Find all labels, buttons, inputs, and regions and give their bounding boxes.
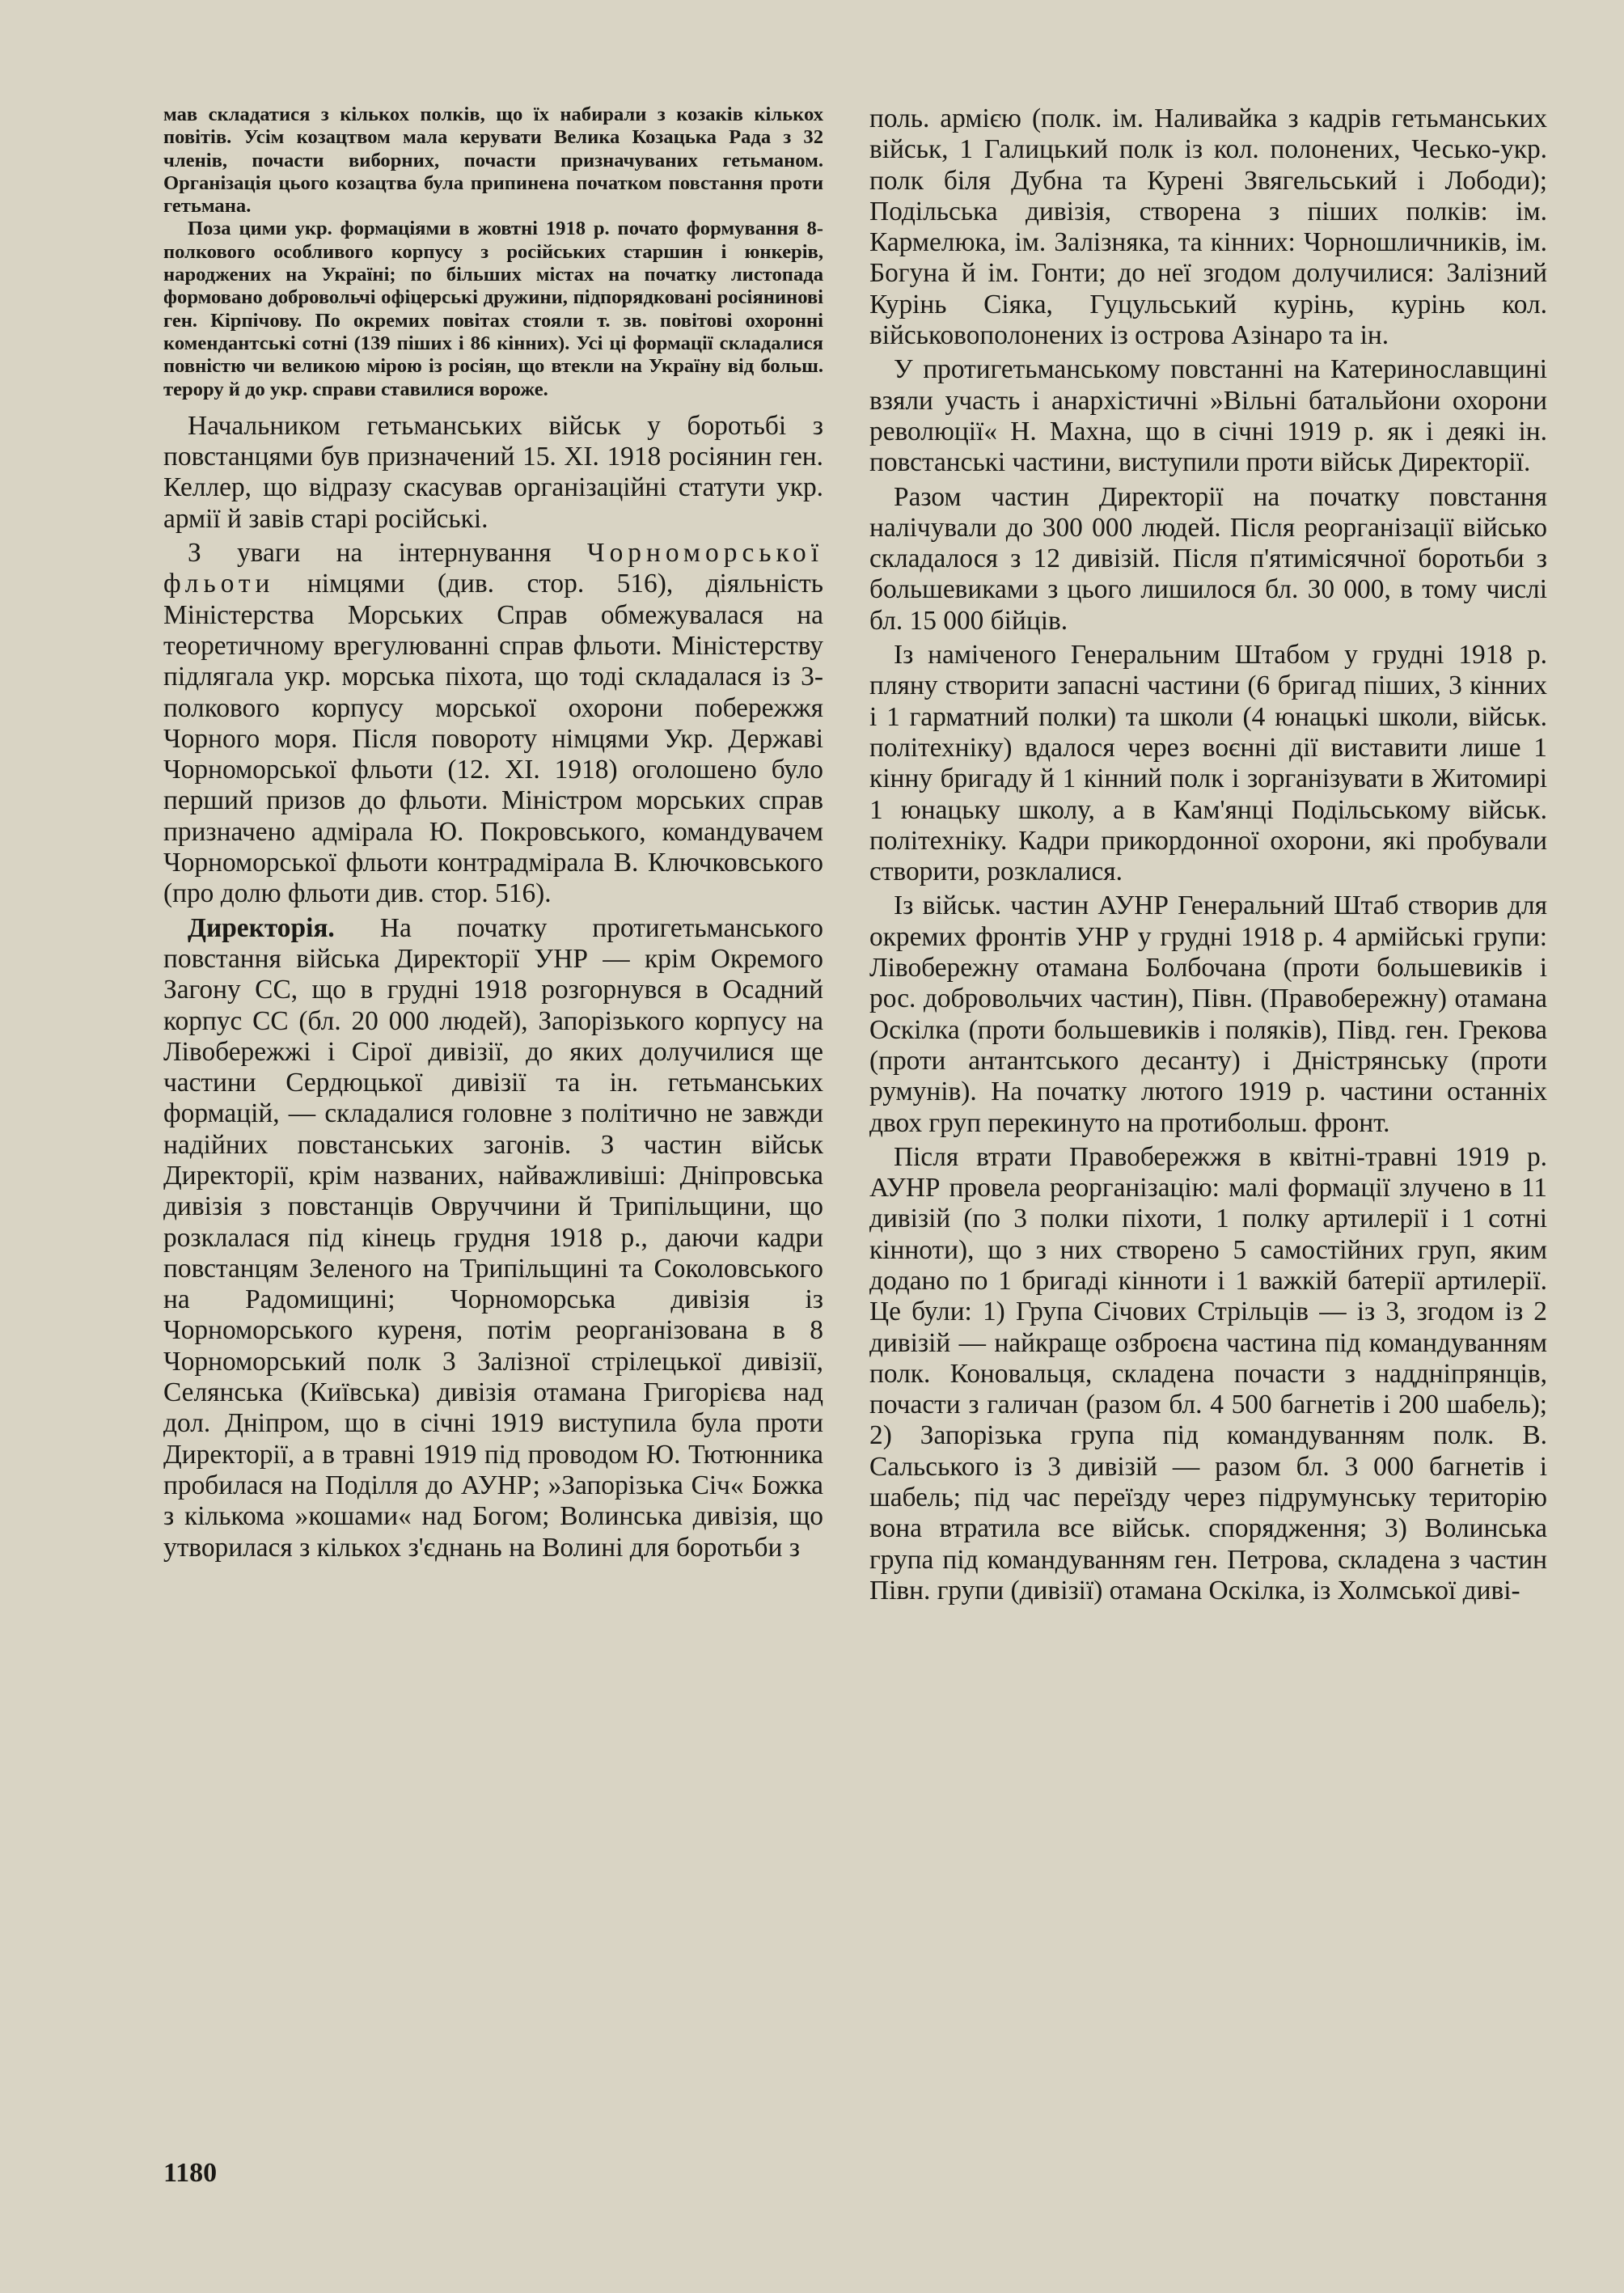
- paragraph: Після втрати Правобережжя в квітні-травні 1919 р. АУНР провела реорганізацію: малі формації злучено в 11 дивізій (по 3 полки піхоти, 1 полку артилерії і 1 сотні кінноти), що з них створено 5 самостійних груп, яким додано по 1 бригаді кінноти і 1 важкій батерії артилерії. Це були: 1) Група Січових Стрільців — із 3, згодом із 2 дивізій — найкраще озброєна частина під командуванням полк. Коновальця, складена почасти з наддніпрянців, почасти з галичан (разом бл. 4 500 багнетів і 200 шабель); 2) Запорізька група під командуванням полк. В. Сальського із 3 дивізій — разом бл. 3 000 багнетів і шабель; під час переїзду через підрумунську територію вона втратила все військ. спорядження; 3) Волинська група під командуванням ген. Петрова, складена з частин Півн. групи (дивізії) отамана Оскілка, із Холмської диві-: [869, 1141, 1547, 1606]
- paragraph: Начальником гетьманських військ у боротьбі з повстанцями був призначений 15. XI. 1918 росіянин ген. Келлер, що відразу скасував організаційні статути укр. армії й завів старі російські.: [163, 410, 823, 534]
- left-column: [163, 104, 823, 1567]
- paragraph: мав складатися з кількох полків, що їх набирали з козаків кількох повітів. Усім козацтвом мала керувати Велика Козацька Рада з 32 членів, почасти виборних, почасти призначуваних гетьманом. Організація цього козацтва була припинена початком повстання проти гетьмана.: [163, 104, 823, 218]
- text-run: німцями (див. стор. 516), діяльність Міністерства Морських Справ обмежувалася на теоретичному врегулюванні справ фльоти. Міністерству підлягала укр. морська піхота, що тоді складалася із 3-полкового корпусу морської охорони побережжя Чорного моря. Після повороту німцями Укр. Державі Чорноморської фльоти (12. XI. 1918) оголошено було перший призов до фльоти. Міністром морських справ призначено адмірала Ю. Покровського, командувачем Чорноморської фльоти контрадмірала В. Ключковського (про долю фльоти див. стор. 516).: [163, 569, 823, 909]
- paragraph: [163, 913, 823, 1563]
- spaced-term: Чорноморської фльоти: [163, 538, 823, 599]
- main-text-block: [163, 411, 823, 1563]
- paragraph: У протигетьманському повстанні на Катеринославщині взяли участь і анархістичні »Вільні батальйони охорони революції« Н. Махна, що в січні 1919 р. як і деякі ін. повстанські частини, виступили проти військ Директорії.: [869, 354, 1547, 478]
- right-column: [869, 104, 1547, 1610]
- text-run: З уваги на інтернування: [188, 538, 587, 569]
- paragraph: поль. армією (полк. ім. Наливайка з кадрів гетьманських військ, 1 Галицький полк із кол. полонених, Чесько-укр. полк біля Дубна та Курені Звягельський і Лободи); Подільська дивізія, створена з піших полків: ім. Кармелюка, ім. Залізняка, та кінних: Чорношличників, ім. Богуна й ім. Гонти; до неї згодом долучилися: Залізний Курінь Сіяка, Гуцульський курінь, курінь кол. військовополонених із острова Азінаро та ін.: [869, 104, 1547, 351]
- paragraph: [163, 538, 823, 910]
- paragraph: Із військ. частин АУНР Генеральний Штаб створив для окремих фронтів УНР у грудні 1918 р. 4 армійські групи: Лівобережну отамана Болбочана (проти большевиків і рос. добровольчих частин), Півн. (Правобережну) отамана Оскілка (проти большевиків і поляків), Півд. ген. Грекова (проти антантського десанту) і Дністрянську (проти румунів). На початку лютого 1919 р. частини останніх двох груп перекинуто на протибольш. фронт.: [869, 891, 1547, 1138]
- page-number: 1180: [163, 2158, 218, 2188]
- paragraph: Разом частин Директорії на початку повстання налічували до 300 000 людей. Після реорганізації військо складалося з 12 дивізій. Після п'ятимісячної боротьби з большевиками з цього лишилося бл. 30 000, в тому числі бл. 15 000 бійців.: [869, 481, 1547, 636]
- section-heading: Директорія.: [188, 912, 335, 943]
- small-print-block: [163, 104, 823, 401]
- paragraph: Із наміченого Генеральним Штабом у грудні 1918 р. пляну створити запасні частини (6 бригад піших, 3 кінних і 1 гарматний полки) та школи (4 юнацькі школи, військ. політехніку) вдалося через воєнні дії виставити лише 1 кінну бригаду й 1 кінний полк і зорганізувати в Житомирі 1 юнацьку школу, а в Кам'янці Подільському військ. політехніку. Кадри прикордонної охорони, які пробували створити, розклалися.: [869, 640, 1547, 887]
- paragraph: Поза цими укр. формаціями в жовтні 1918 р. почато формування 8-полкового особливого корпусу з російських старшин і юнкерів, народжених на Україні; по більших містах на початку листопада формовано добровольчі офіцерські дружини, підпорядковані росіянинові ген. Кірпічову. По окремих повітах стояли т. зв. повітові охоронні комендантські сотні (139 піших і 86 кінних). Усі ці формації складалися повністю чи великою мірою із росіян, що втекли на Україну від больш. терору й до укр. справи ставилися вороже.: [163, 218, 823, 400]
- text-run: На початку протигетьманського повстання війська Директорії УНР — крім Окремого Загону СС, що в грудні 1918 розгорнувся в Осадний корпус СС (бл. 20 000 людей), Запорізького корпусу на Лівобережжі і Сірої дивізії, до яких долучилися ще частини Сердюцької дивізії та ін. гетьманських формацій, — складалися головне з політично не завжди надійних повстанських загонів. З частин військ Директорії, крім названих, найважливіші: Дніпровська дивізія з повстанців Овруччини й Трипільщини, що розклалася під кінець грудня 1918 р., даючи кадри повстанцям Зеленого на Трипільщині та Соколовського на Радомищині; Чорноморська дивізія із Чорноморського куреня, потім реорганізована в 8 Чорноморський полк 3 Залізної стрілецької дивізії, Селянська (Київська) дивізія отамана Григорієва над дол. Дніпром, що в січні 1919 виступила була проти Директорії, а в травні 1919 під проводом Ю. Тютюнника пробилася на Поділля до АУНР; »Запорізька Січ« Божка з кількома »кошами« над Богом; Волинська дивізія, що утворилася з кількох з'єднань на Волині для боротьби з: [163, 912, 823, 1563]
